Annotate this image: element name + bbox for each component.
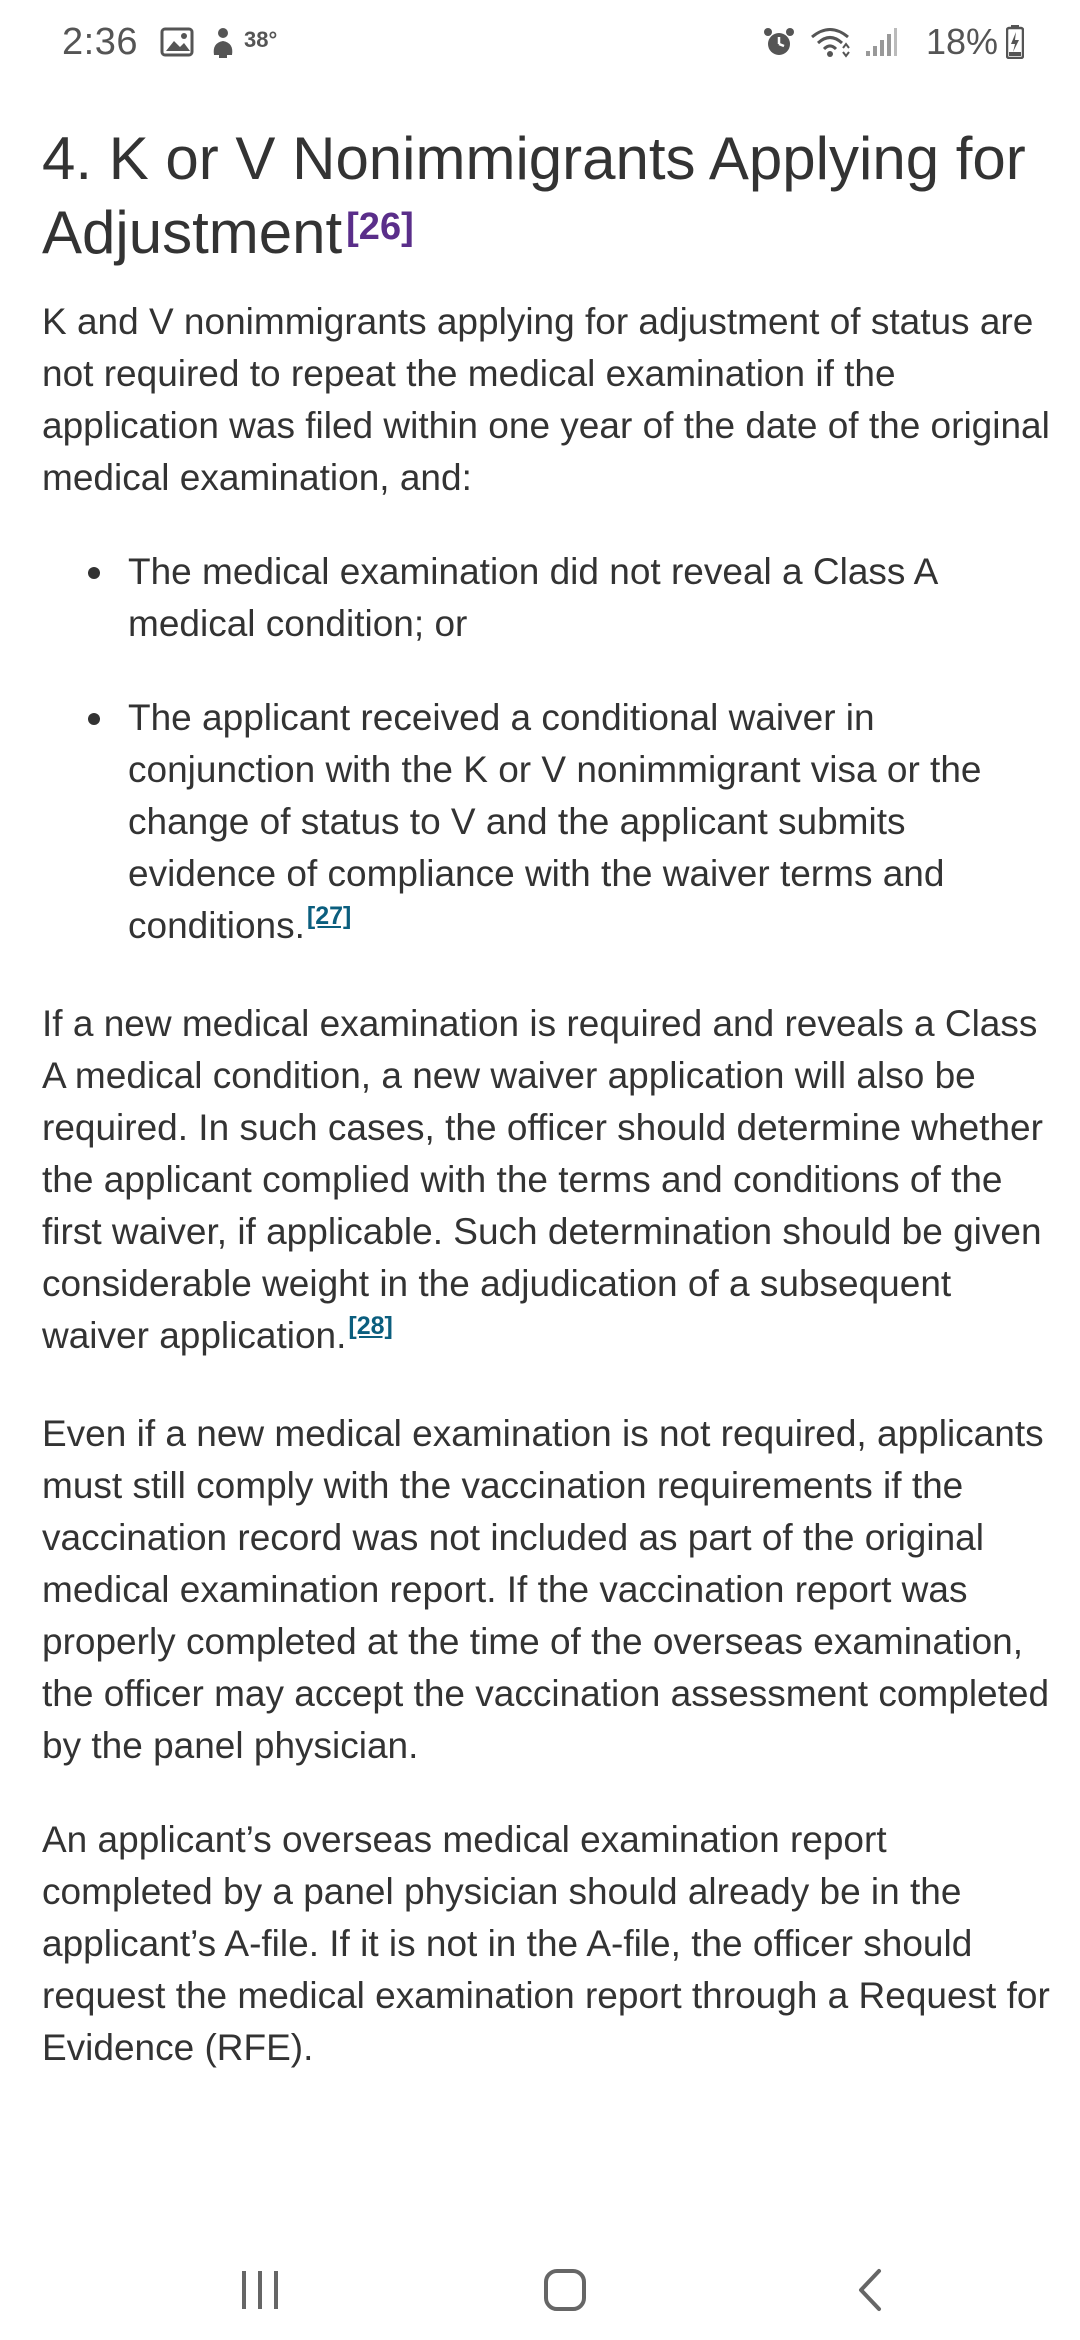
- battery-charging-icon: [1006, 25, 1024, 59]
- a-file-paragraph: An applicant’s overseas medical examination report completed by a panel physician should already be in the applicant’s A-file. If it is not in the A-file, the officer should request the medical examination report through a Request for Evidence (RFE).: [42, 1819, 1050, 2068]
- gallery-icon: [160, 27, 194, 57]
- navigation-bar: [0, 2240, 1080, 2340]
- battery-percent: 18%: [925, 21, 998, 62]
- footnote-link-28[interactable]: [28]: [348, 1312, 393, 1340]
- signal-icon: [864, 27, 898, 57]
- back-button[interactable]: [840, 2260, 900, 2320]
- vaccination-paragraph: Even if a new medical examination is not required, applicants must still comply with the vaccination requirements if the vaccination record was not included as part of the original medical examination report. If the vaccination report was properly completed at the time of the overseas examination, the officer may accept the vaccination assessment completed by the panel physician.: [42, 1413, 1050, 1766]
- wifi-icon: [810, 26, 850, 58]
- new-exam-paragraph: [42, 998, 1052, 1366]
- intro-paragraph: K and V nonimmigrants applying for adjustment of status are not required to repeat the medical examination if the application was filed within one year of the date of the original medical examination, and:: [42, 301, 1050, 498]
- conditions-list: [42, 546, 1052, 956]
- bullet-dot: [88, 567, 100, 579]
- status-left: [62, 21, 291, 64]
- home-button[interactable]: [535, 2260, 595, 2320]
- weather-icon: [208, 25, 277, 59]
- list-item: [128, 546, 1052, 650]
- alarm-icon: [762, 25, 796, 59]
- home-icon: [543, 2268, 587, 2312]
- status-time: 2:36: [62, 20, 138, 63]
- back-icon: [855, 2268, 885, 2312]
- list-item-text: The medical examination did not reveal a Class A medical condition; or: [128, 551, 937, 644]
- article-content: [42, 122, 1052, 2116]
- status-right: [762, 21, 1038, 63]
- list-item: [128, 692, 1052, 956]
- bullet-dot: [88, 713, 100, 725]
- recent-apps-icon: [240, 2269, 280, 2311]
- footnote-link-27[interactable]: [27]: [306, 902, 352, 930]
- list-item-text: The applicant received a conditional waiver in conjunction with the K or V nonimmigrant visa or the change of status to V and the applicant submits evidence of compliance with the waiver terms and conditions.: [128, 697, 982, 946]
- status-temperature: 38°: [243, 27, 278, 52]
- footnote-link-26[interactable]: [26]: [346, 206, 414, 248]
- recent-apps-button[interactable]: [230, 2260, 290, 2320]
- status-bar: [0, 0, 1080, 84]
- section-heading: [42, 122, 1052, 270]
- section-heading-text: 4. K or V Nonimmigrants Applying for Adjustment: [42, 125, 1026, 266]
- new-exam-paragraph-text: If a new medical examination is required and reveals a Class A medical condition, a new waiver application will also be required. In such cases, the officer should determine whether the applicant complied with the terms and conditions of the first waiver, if applicable. Such determination should be given considerable weight in the adjudication of a subsequent waiver application.: [42, 1003, 1043, 1356]
